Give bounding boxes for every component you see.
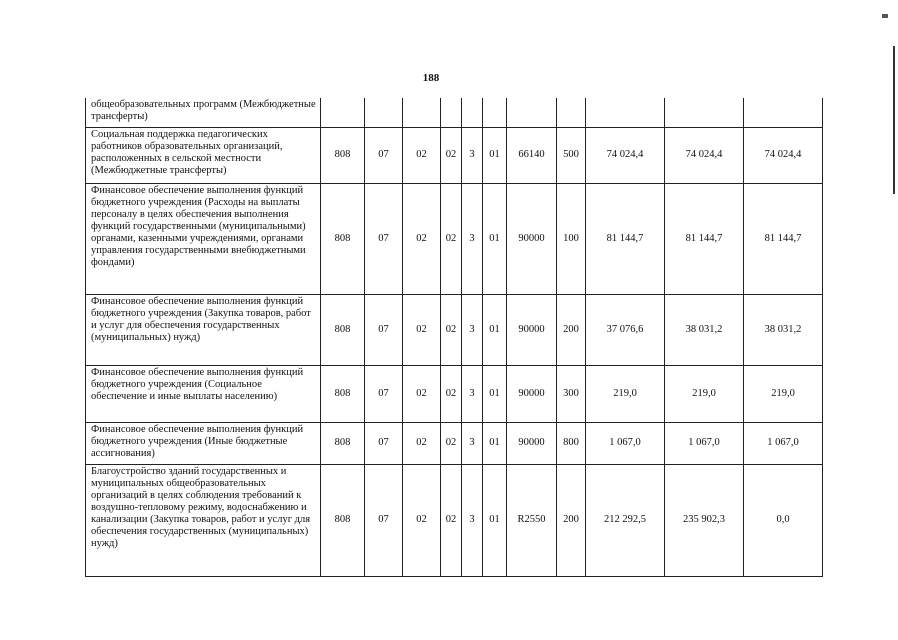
table-row [86, 98, 823, 127]
row-year3-amount: 1 067,0 [744, 422, 823, 464]
row-subprogram: 3 [462, 127, 483, 183]
row-year3-amount [744, 98, 823, 127]
row-year2-amount [665, 98, 744, 127]
row-year1-amount: 81 144,7 [586, 183, 665, 294]
row-direction: R2550 [507, 464, 557, 576]
row-description: Финансовое обеспечение выполнения функций бюджетного учреждения (Иные бюджетные ассигнования) [86, 422, 321, 464]
row-direction: 90000 [507, 422, 557, 464]
row-expense-type: 800 [557, 422, 586, 464]
row-direction: 90000 [507, 294, 557, 365]
row-subprogram [462, 98, 483, 127]
row-code: 808 [321, 422, 365, 464]
scan-edge-tick [882, 14, 888, 18]
row-year1-amount: 37 076,6 [586, 294, 665, 365]
row-event [483, 98, 507, 127]
row-year3-amount: 74 024,4 [744, 127, 823, 183]
row-description: Социальная поддержка педагогических работников образовательных организаций, расположенных в сельской местности (Межбюджетные трансферты) [86, 127, 321, 183]
row-year3-amount: 0,0 [744, 464, 823, 576]
row-section: 07 [365, 127, 403, 183]
row-expense-type: 300 [557, 365, 586, 422]
row-subsection: 02 [403, 183, 441, 294]
row-subsection: 02 [403, 464, 441, 576]
row-event: 01 [483, 127, 507, 183]
row-code [321, 98, 365, 127]
page-number: 188 [422, 72, 440, 84]
row-event: 01 [483, 422, 507, 464]
row-year1-amount [586, 98, 665, 127]
row-year2-amount: 235 902,3 [665, 464, 744, 576]
budget-table [85, 98, 823, 577]
row-section: 07 [365, 422, 403, 464]
row-description: общеобразовательных программ (Межбюджетные трансферты) [86, 98, 321, 127]
row-year1-amount: 219,0 [586, 365, 665, 422]
row-expense-type: 200 [557, 294, 586, 365]
row-section: 07 [365, 464, 403, 576]
row-program: 02 [441, 422, 462, 464]
row-code: 808 [321, 294, 365, 365]
row-code: 808 [321, 183, 365, 294]
row-event: 01 [483, 294, 507, 365]
row-subprogram: 3 [462, 422, 483, 464]
row-section: 07 [365, 183, 403, 294]
row-program: 02 [441, 464, 462, 576]
table-row [86, 365, 823, 422]
row-year3-amount: 38 031,2 [744, 294, 823, 365]
row-subsection [403, 98, 441, 127]
row-subsection: 02 [403, 127, 441, 183]
row-subprogram: 3 [462, 365, 483, 422]
row-expense-type [557, 98, 586, 127]
row-section [365, 98, 403, 127]
table-row [86, 422, 823, 464]
row-program [441, 98, 462, 127]
table-row [86, 183, 823, 294]
row-subsection: 02 [403, 294, 441, 365]
row-subsection: 02 [403, 422, 441, 464]
row-direction: 90000 [507, 183, 557, 294]
row-section: 07 [365, 365, 403, 422]
row-section: 07 [365, 294, 403, 365]
row-direction: 66140 [507, 127, 557, 183]
row-event: 01 [483, 464, 507, 576]
row-year2-amount: 38 031,2 [665, 294, 744, 365]
row-description: Финансовое обеспечение выполнения функций бюджетного учреждения (Закупка товаров, работ и услуг для обеспечения государственных (муниципальных) нужд) [86, 294, 321, 365]
row-year2-amount: 81 144,7 [665, 183, 744, 294]
row-year1-amount: 212 292,5 [586, 464, 665, 576]
row-description: Благоустройство зданий государственных и муниципальных общеобразовательных организаций в целях соблюдения требований к воздушно-тепловому режиму, водоснабжению и канализации (Закупка товаров, работ и услуг для обеспечения государственных (муниципальных) нужд) [86, 464, 321, 576]
scan-edge-mark [893, 46, 895, 194]
row-code: 808 [321, 127, 365, 183]
row-event: 01 [483, 183, 507, 294]
row-expense-type: 100 [557, 183, 586, 294]
row-subsection: 02 [403, 365, 441, 422]
row-program: 02 [441, 183, 462, 294]
row-year3-amount: 81 144,7 [744, 183, 823, 294]
row-expense-type: 200 [557, 464, 586, 576]
row-year2-amount: 219,0 [665, 365, 744, 422]
row-year2-amount: 1 067,0 [665, 422, 744, 464]
row-program: 02 [441, 294, 462, 365]
row-description: Финансовое обеспечение выполнения функций бюджетного учреждения (Расходы на выплаты персоналу в целях обеспечения выполнения функций государственными (муниципальными) органами, казенными учреждениями, органами управления государственными внебюджетными фондами) [86, 183, 321, 294]
table-row [86, 294, 823, 365]
row-program: 02 [441, 127, 462, 183]
row-subprogram: 3 [462, 183, 483, 294]
row-event: 01 [483, 365, 507, 422]
row-description: Финансовое обеспечение выполнения функций бюджетного учреждения (Социальное обеспечение и иные выплаты населению) [86, 365, 321, 422]
table-row [86, 127, 823, 183]
row-program: 02 [441, 365, 462, 422]
row-code: 808 [321, 365, 365, 422]
row-subprogram: 3 [462, 464, 483, 576]
row-year2-amount: 74 024,4 [665, 127, 744, 183]
row-code: 808 [321, 464, 365, 576]
row-direction [507, 98, 557, 127]
row-subprogram: 3 [462, 294, 483, 365]
row-expense-type: 500 [557, 127, 586, 183]
row-year1-amount: 1 067,0 [586, 422, 665, 464]
table-body [86, 98, 823, 576]
row-direction: 90000 [507, 365, 557, 422]
row-year3-amount: 219,0 [744, 365, 823, 422]
table-row [86, 464, 823, 576]
row-year1-amount: 74 024,4 [586, 127, 665, 183]
